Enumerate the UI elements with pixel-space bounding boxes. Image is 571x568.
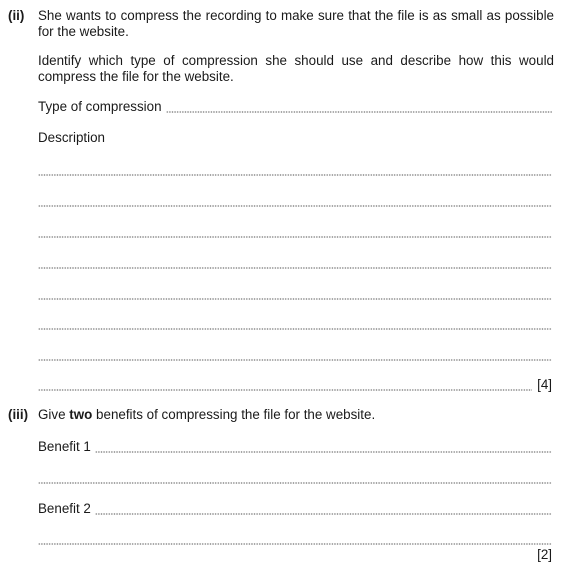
benefit-2-answer-line[interactable] — [95, 513, 552, 515]
benefit-1-label: Benefit 1 — [38, 439, 91, 454]
benefit-1-continuation-line[interactable] — [38, 482, 552, 484]
benefit-1-answer-line[interactable] — [95, 451, 552, 453]
description-answer-row — [38, 255, 552, 271]
question-iii-prompt — [38, 407, 375, 423]
benefit-2-continuation-line[interactable] — [38, 543, 552, 545]
description-answer-line[interactable] — [38, 205, 552, 207]
description-answer-row — [38, 347, 552, 363]
description-answer-row — [38, 162, 552, 178]
type-of-compression-answer-line[interactable] — [166, 111, 552, 113]
description-label: Description — [38, 130, 105, 145]
question-number-iii: (iii) — [8, 407, 29, 422]
description-answer-line[interactable] — [38, 389, 532, 391]
description-answer-row-last — [38, 377, 552, 393]
prompt-text-end: benefits of compressing the file for the website. — [92, 407, 376, 422]
description-answer-line[interactable] — [38, 359, 552, 361]
description-answer-line[interactable] — [38, 236, 552, 238]
description-answer-line[interactable] — [38, 328, 552, 330]
question-ii-instruction: Identify which type of compression she should use and describe how this would compress the file for the website. — [38, 53, 554, 84]
description-answer-row — [38, 316, 552, 332]
question-ii-intro: She wants to compress the recording to make sure that the file is as small as possible for the website. — [38, 8, 554, 39]
prompt-emphasis: two — [69, 407, 93, 422]
description-answer-line[interactable] — [38, 267, 552, 269]
type-of-compression-label: Type of compression — [38, 99, 162, 114]
description-answer-row — [38, 286, 552, 302]
marks-ii: [4] — [537, 377, 552, 392]
benefit-2-row — [38, 501, 552, 517]
description-answer-line[interactable] — [38, 298, 552, 300]
benefit-2-label: Benefit 2 — [38, 501, 91, 516]
benefit-2-continuation-row — [38, 531, 552, 547]
description-answer-row — [38, 193, 552, 209]
benefit-1-continuation-row — [38, 470, 552, 486]
marks-iii: [2] — [537, 547, 552, 562]
prompt-text-start: Give — [38, 407, 70, 422]
benefit-1-row — [38, 439, 552, 455]
question-number-ii: (ii) — [8, 8, 25, 23]
description-answer-line[interactable] — [38, 174, 552, 176]
type-of-compression-row — [38, 99, 552, 115]
description-answer-row — [38, 224, 552, 240]
